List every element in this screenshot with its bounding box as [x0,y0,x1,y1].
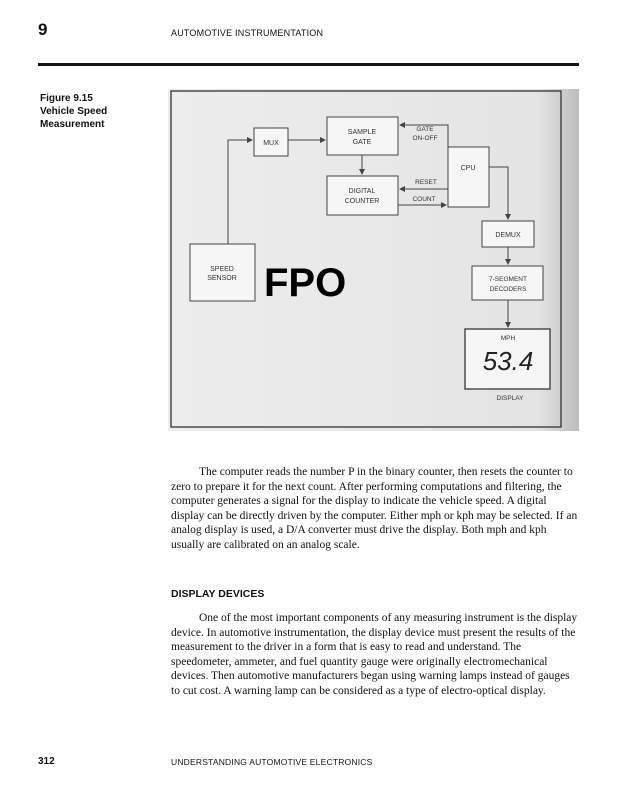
count-label: COUNT [412,196,436,203]
speed-sensor-label-2: SENSOR [207,275,237,282]
running-header: AUTOMOTIVE INSTRUMENTATION [171,28,324,38]
body-paragraph-1 [171,465,579,553]
demux-label: DEMUX [495,232,521,239]
paragraph-1-text: The computer reads the number P in the binary counter, then resets the counter to zero to prepare it for the next count. After performing computations and filtering, the computer generates a signal for the display to indicate the vehicle speed. A digital display can be directly driven by the computer. Either mph or kph may be selected. If an analog display is used, a D/A converter must drive the display. Both mph and kph usually are calibrated on an analog scale. [171,466,578,551]
chapter-number: 9 [38,20,48,39]
speed-measurement-diagram [168,89,579,431]
digital-counter-label-1: DIGITAL [348,188,376,195]
paragraph-2-text: One of the most important components of any measuring instrument is the display device. In automotive instrumentation, the display device must present the results of the measurement to the driver in a form that is easy to read and understand. The speedometer, ammeter, and fuel quantity gauge were originally electromechanical devices. Then automotive manufacturers began using warning lamps instead of gauges to cut cost. A warning lamp can be considered as a type of electro-optical display. [171,612,578,697]
fpo-stamp: FPO [264,261,347,305]
page-number: 312 [38,756,55,767]
figure-title-line-2: Measurement [40,119,105,130]
digital-counter-block [327,176,398,215]
gate-on-off-label-1: GATE [416,126,434,133]
body-paragraph-2 [171,611,579,699]
digital-counter-label-2: COUNTER [344,198,380,205]
seven-segment-label-2: DECODERS [489,286,527,293]
cpu-block [448,147,489,207]
header-rule [38,63,579,66]
figure-caption [40,92,160,131]
sample-gate-block [327,117,398,155]
figure-number: Figure 9.15 [40,93,93,104]
figure-title-line-1: Vehicle Speed [40,106,108,117]
section-heading: DISPLAY DEVICES [171,588,265,600]
mux-label: MUX [263,140,279,147]
cpu-label: CPU [460,165,476,172]
sample-gate-label-1: SAMPLE [347,129,377,136]
sample-gate-label-2: GATE [352,139,372,146]
seven-segment-label-1: 7-SEGMENT [489,276,527,283]
reset-label: RESET [415,179,437,186]
seven-segment-decoders-block [472,266,543,300]
speed-sensor-label-1: SPEED [210,266,234,273]
running-footer: UNDERSTANDING AUTOMOTIVE ELECTRONICS [171,757,373,767]
gate-on-off-label-2: ON-OFF [412,135,438,142]
speed-readout: 53.4 [482,346,534,376]
display-label: DISPLAY [496,395,524,402]
mph-label: MPH [500,335,516,342]
